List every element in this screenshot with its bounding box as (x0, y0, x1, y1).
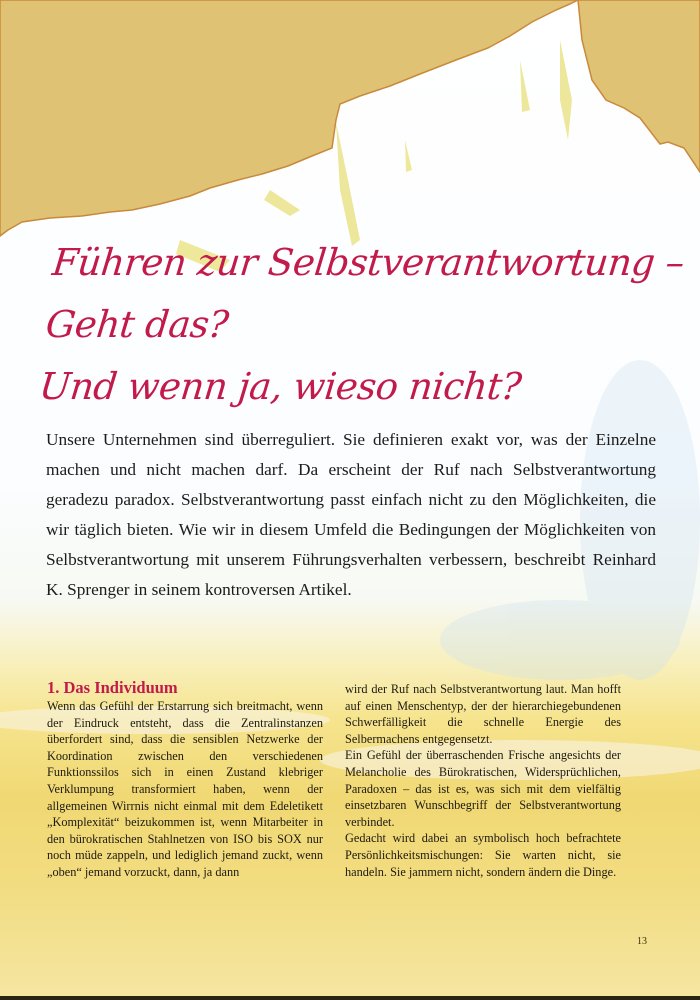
body-paragraph: Wenn das Gefühl der Erstarrung sich breitmacht, wenn der Eindruck entsteht, dass die Zentralinstanzen überfordert sind, dass die sensiblen Netzwerke der Koordination zwischen den verschiedenen Funktionssilos sich in einen Zustand klebriger Verklumpung transformiert haben, wenn der allgemeinen Wirrnis nicht einmal mit dem Edeletikett „Komplexität“ beizukommen ist, wenn Mitarbeiter in den bürokratischen Stahlnetzen von ISO bis SOX nur noch müde zappeln, und lediglich jemand zuckt, wenn „oben“ jemand vorzuckt, dann, ja dann (47, 699, 323, 879)
title-line-3: Und wenn ja, wieso nicht? (37, 365, 524, 408)
body-paragraph: wird der Ruf nach Selbstverantwortung laut. Man hofft auf einen Menschentyp, der der hierarchiegebundenen Schwerfälligkeit die schnelle Energie des Selbermachens entgegensetzt. (345, 682, 621, 746)
body-paragraph: Gedacht wird dabei an symbolisch hoch befrachtete Persönlichkeitsmischungen: Sie warten nicht, sie handeln. Sie jammern nicht, sondern ändern die Dinge. (345, 831, 621, 879)
article-title (36, 232, 687, 418)
page-number: 13 (637, 936, 647, 947)
right-column (345, 681, 621, 880)
lead-paragraph: Unsere Unternehmen sind überreguliert. Sie definieren exakt vor, was der Einzelne machen und nicht machen darf. Da erscheint der Ruf nach Selbstverantwortung geradezu paradox. Selbstverantwortung passt einfach nicht zu den Möglichkeiten, die wir täglich bieten. Wie wir in diesem Umfeld die Bedingungen der Möglichkeiten von Selbstverantwortung mit unserem Führungsverhalten verbessern, beschreibt Reinhard K. Sprenger in seinem kontroversen Artikel. (46, 430, 656, 599)
title-line-1: Führen zur Selbstverantwortung – (50, 241, 687, 284)
left-column (47, 678, 323, 881)
title-line-2: Geht das? (43, 303, 231, 346)
section-heading: 1. Das Individuum (47, 678, 178, 697)
bottom-edge (0, 996, 700, 1000)
body-paragraph: Ein Gefühl der überraschenden Frische angesichts der Melancholie des Bürokratischen, Widersprüchlichen, Paradoxen – das ist es, was sich mit dem vielfältig einsetzbaren Wunschbegriff der Selbstverantwortung verbindet. (345, 748, 621, 829)
